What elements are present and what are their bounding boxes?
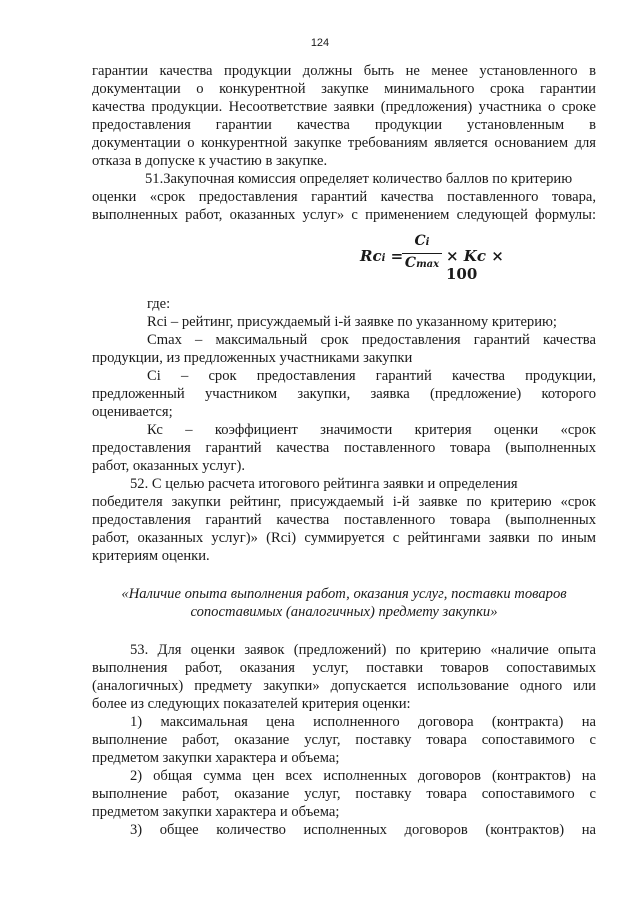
formula-numerator: Ci xyxy=(402,232,442,254)
paragraph-line: выполнения работ, оказания услуг, поставки товаров сопоставимых xyxy=(92,660,596,676)
paragraph-line: критериям оценки. xyxy=(92,548,210,564)
paragraph-line: предоставления гарантий качества поставленного товара (выполненных xyxy=(92,440,596,456)
paragraph-line: более из следующих показателей критерия оценки: xyxy=(92,696,411,712)
paragraph-line: выполнение работ, оказание услуг, поставку товара сопоставимого с xyxy=(92,732,596,748)
paragraph-line: выполнение работ, оказание услуг, поставку товара сопоставимого с xyxy=(92,786,596,802)
paragraph-line: предоставления гарантий качества поставленного товара (выполненных xyxy=(92,512,596,528)
formula-denominator: Cmax xyxy=(404,255,440,271)
paragraph-line: гарантии качества продукции должны быть не менее установленного в xyxy=(92,63,596,79)
paragraph-line: Cmax – максимальный срок предоставления гарантий качества xyxy=(147,332,596,348)
section-heading: сопоставимых (аналогичных) предмету закупки» xyxy=(190,604,498,620)
paragraph-line: предложенный участником закупки, заявка (предложение) которого xyxy=(92,386,596,402)
paragraph-line: победителя закупки рейтинг, присуждаемый i-й заявке по критерию «срок xyxy=(92,494,596,510)
rating-formula xyxy=(360,232,530,283)
page-number: 124 xyxy=(310,37,330,49)
paragraph-line: предметом закупки характера и объема; xyxy=(92,804,340,820)
list-item: 2) общая сумма цен всех исполненных договоров (контрактов) на xyxy=(130,768,596,784)
paragraph-line: Rci – рейтинг, присуждаемый i-й заявке по указанному критерию; xyxy=(147,314,557,330)
paragraph-line: 53. Для оценки заявок (предложений) по критерию «наличие опыта xyxy=(130,642,596,658)
paragraph-line: 52. С целью расчета итогового рейтинга заявки и определения xyxy=(130,476,518,492)
list-item: 3) общее количество исполненных договоров (контрактов) на xyxy=(130,822,596,838)
paragraph-line: документации о конкурентной закупке требованиям является основанием для xyxy=(92,135,596,151)
paragraph-line: (аналогичных) предмету закупки» допускается использование одного или xyxy=(92,678,596,694)
paragraph-line: предоставления гарантии качества продукции установленным в xyxy=(92,117,596,133)
paragraph-line: отказа в допуске к участию в закупке. xyxy=(92,153,328,169)
section-heading: «Наличие опыта выполнения работ, оказания услуг, поставки товаров xyxy=(121,586,567,602)
paragraph-line: Ci – срок предоставления гарантий качества продукции, xyxy=(147,368,596,384)
paragraph-line: выполненных работ, оказанных услуг» с применением следующей формулы: xyxy=(92,207,596,223)
paragraph-line: продукции, из предложенных участниками закупки xyxy=(92,350,413,366)
paragraph-line: работ, оказанных услуг). xyxy=(92,458,245,474)
paragraph-line: качества продукции. Несоответствие заявки (предложения) участника о сроке xyxy=(92,99,596,115)
paragraph-line: 51.Закупочная комиссия определяет количество баллов по критерию xyxy=(145,171,573,187)
paragraph-line: где: xyxy=(147,296,171,312)
list-item: 1) максимальная цена исполненного договора (контракта) на xyxy=(130,714,596,730)
paragraph-line: оценки «срок предоставления гарантий качества поставленного товара, xyxy=(92,189,596,205)
paragraph-line: предметом закупки характера и объема; xyxy=(92,750,340,766)
paragraph-line: документации о конкурентной закупке минимального срока гарантии xyxy=(92,81,596,97)
paragraph-line: Кс – коэффициент значимости критерия оценки «срок xyxy=(147,422,596,438)
paragraph-line: работ, оказанных услуг)» (Rci) суммируется с рейтингами заявки по иным xyxy=(92,530,596,546)
formula-lhs: Rci = xyxy=(360,247,404,265)
formula-rhs: × Kc × 100 xyxy=(446,247,504,283)
paragraph-line: оценивается; xyxy=(92,404,173,420)
formula-fraction xyxy=(402,232,442,274)
